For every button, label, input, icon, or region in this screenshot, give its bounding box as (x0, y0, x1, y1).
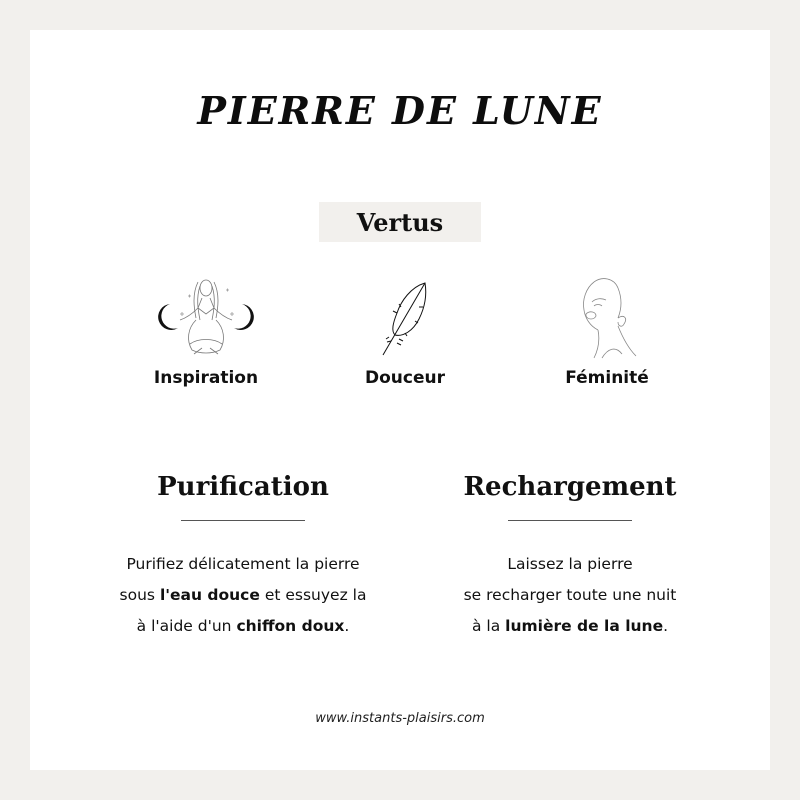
text-line (93, 580, 393, 611)
text-line: Purifiez délicatement la pierre (126, 555, 360, 573)
website-url: www.instants-plaisirs.com (315, 711, 485, 726)
text-line (420, 611, 720, 642)
recharge-section (420, 467, 720, 642)
virtue-label: Inspiration (153, 368, 259, 388)
bold-text: l'eau douce (159, 586, 260, 604)
text-span: sous (119, 586, 160, 604)
text-span: à l'aide d'un (136, 617, 237, 635)
virtue-douceur (325, 272, 485, 388)
bold-text: chiffon doux (236, 617, 345, 635)
bold-text: lumière de la lune (505, 617, 664, 635)
heading-divider (181, 520, 305, 521)
recharge-text (420, 549, 720, 642)
purification-text (93, 549, 393, 642)
heading-divider (508, 520, 632, 521)
virtue-label: Féminité (565, 368, 649, 388)
virtue-feminite (527, 272, 687, 388)
virtue-label: Douceur (365, 368, 445, 388)
vertus-badge: Vertus (319, 202, 481, 242)
meditating-woman-moons-icon (126, 272, 286, 362)
text-span: et essuyez la (259, 586, 367, 604)
text-span: . (663, 617, 669, 635)
text-line (93, 611, 393, 642)
feather-icon (325, 272, 485, 362)
text-span: . (344, 617, 350, 635)
text-span: à la (471, 617, 506, 635)
infographic-card (30, 30, 770, 770)
purification-heading: Purification (157, 472, 329, 502)
text-line: Laissez la pierre (507, 555, 633, 573)
purification-section (93, 467, 393, 642)
virtue-inspiration (126, 272, 286, 388)
recharge-heading: Rechargement (463, 472, 677, 502)
page-title: PIERRE DE LUNE (197, 88, 603, 133)
text-line: se recharger toute une nuit (463, 586, 677, 604)
woman-face-line-art-icon (527, 272, 687, 362)
